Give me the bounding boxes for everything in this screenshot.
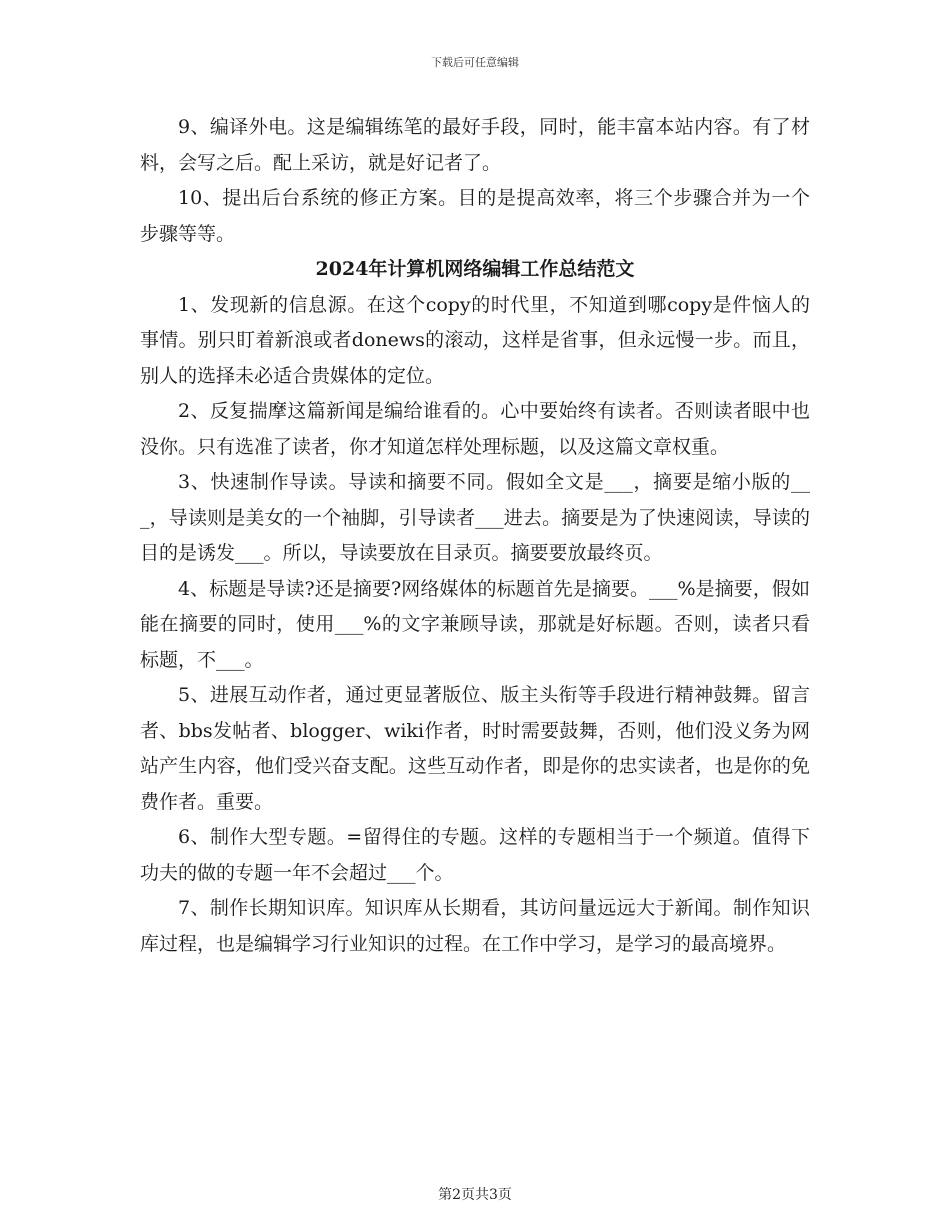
paragraph-2: 2、反复揣摩这篇新闻是编给谁看的。心中要始终有读者。否则读者眼中也没你。只有选准了读者，你才知道怎样处理标题，以及这篇文章权重。: [140, 400, 810, 458]
document-body: [140, 110, 810, 962]
paragraph-1: 1、发现新的信息源。在这个copy的时代里，不知道到哪copy是件恼人的事情。别只盯着新浪或者donews的滚动，这样是省事，但永远慢一步。而且，别人的选择未必适合贵媒体的定位。: [140, 293, 810, 387]
paragraph-7: 7、制作长期知识库。知识库从长期看，其访问量远远大于新闻。制作知识库过程，也是编辑学习行业知识的过程。在工作中学习，是学习的最高境界。: [140, 897, 810, 955]
paragraph-9: 9、编译外电。这是编辑练笔的最好手段，同时，能丰富本站内容。有了材料，会写之后。配上采访，就是好记者了。: [140, 116, 810, 174]
paragraph-3: 3、快速制作导读。导读和摘要不同。假如全文是___，摘要是缩小版的___，导读则是美女的一个袖脚，引导读者___进去。摘要是为了快速阅读，导读的目的是诱发___。所以，导读要放在目录页。摘要要放最终页。: [140, 471, 810, 564]
paragraph-5: 5、进展互动作者，通过更显著版位、版主头衔等手段进行精神鼓舞。留言者、bbs发帖者、blogger、wiki作者，时时需要鼓舞，否则，他们没义务为网站产生内容，他们受兴奋支配。这些互动作者，即是你的忠实读者，也是你的免费作者。重要。: [140, 684, 810, 813]
paragraph-10: 10、提出后台系统的修正方案。目的是提高效率，将三个步骤合并为一个步骤等等。: [140, 187, 810, 245]
paragraph-4: 4、标题是导读?还是摘要?网络媒体的标题首先是摘要。___%是摘要，假如能在摘要的同时，使用___%的文字兼顾导读，那就是好标题。否则，读者只看标题，不___。: [140, 577, 810, 671]
section-title: 2024年计算机网络编辑工作总结范文: [315, 258, 635, 280]
page-footer: 第2页共3页: [438, 1187, 512, 1203]
paragraph-6: 6、制作大型专题。=留得住的专题。这样的专题相当于一个频道。值得下功夫的做的专题一年不会超过___个。: [140, 826, 810, 884]
page-header: 下载后可任意编辑: [431, 56, 519, 69]
